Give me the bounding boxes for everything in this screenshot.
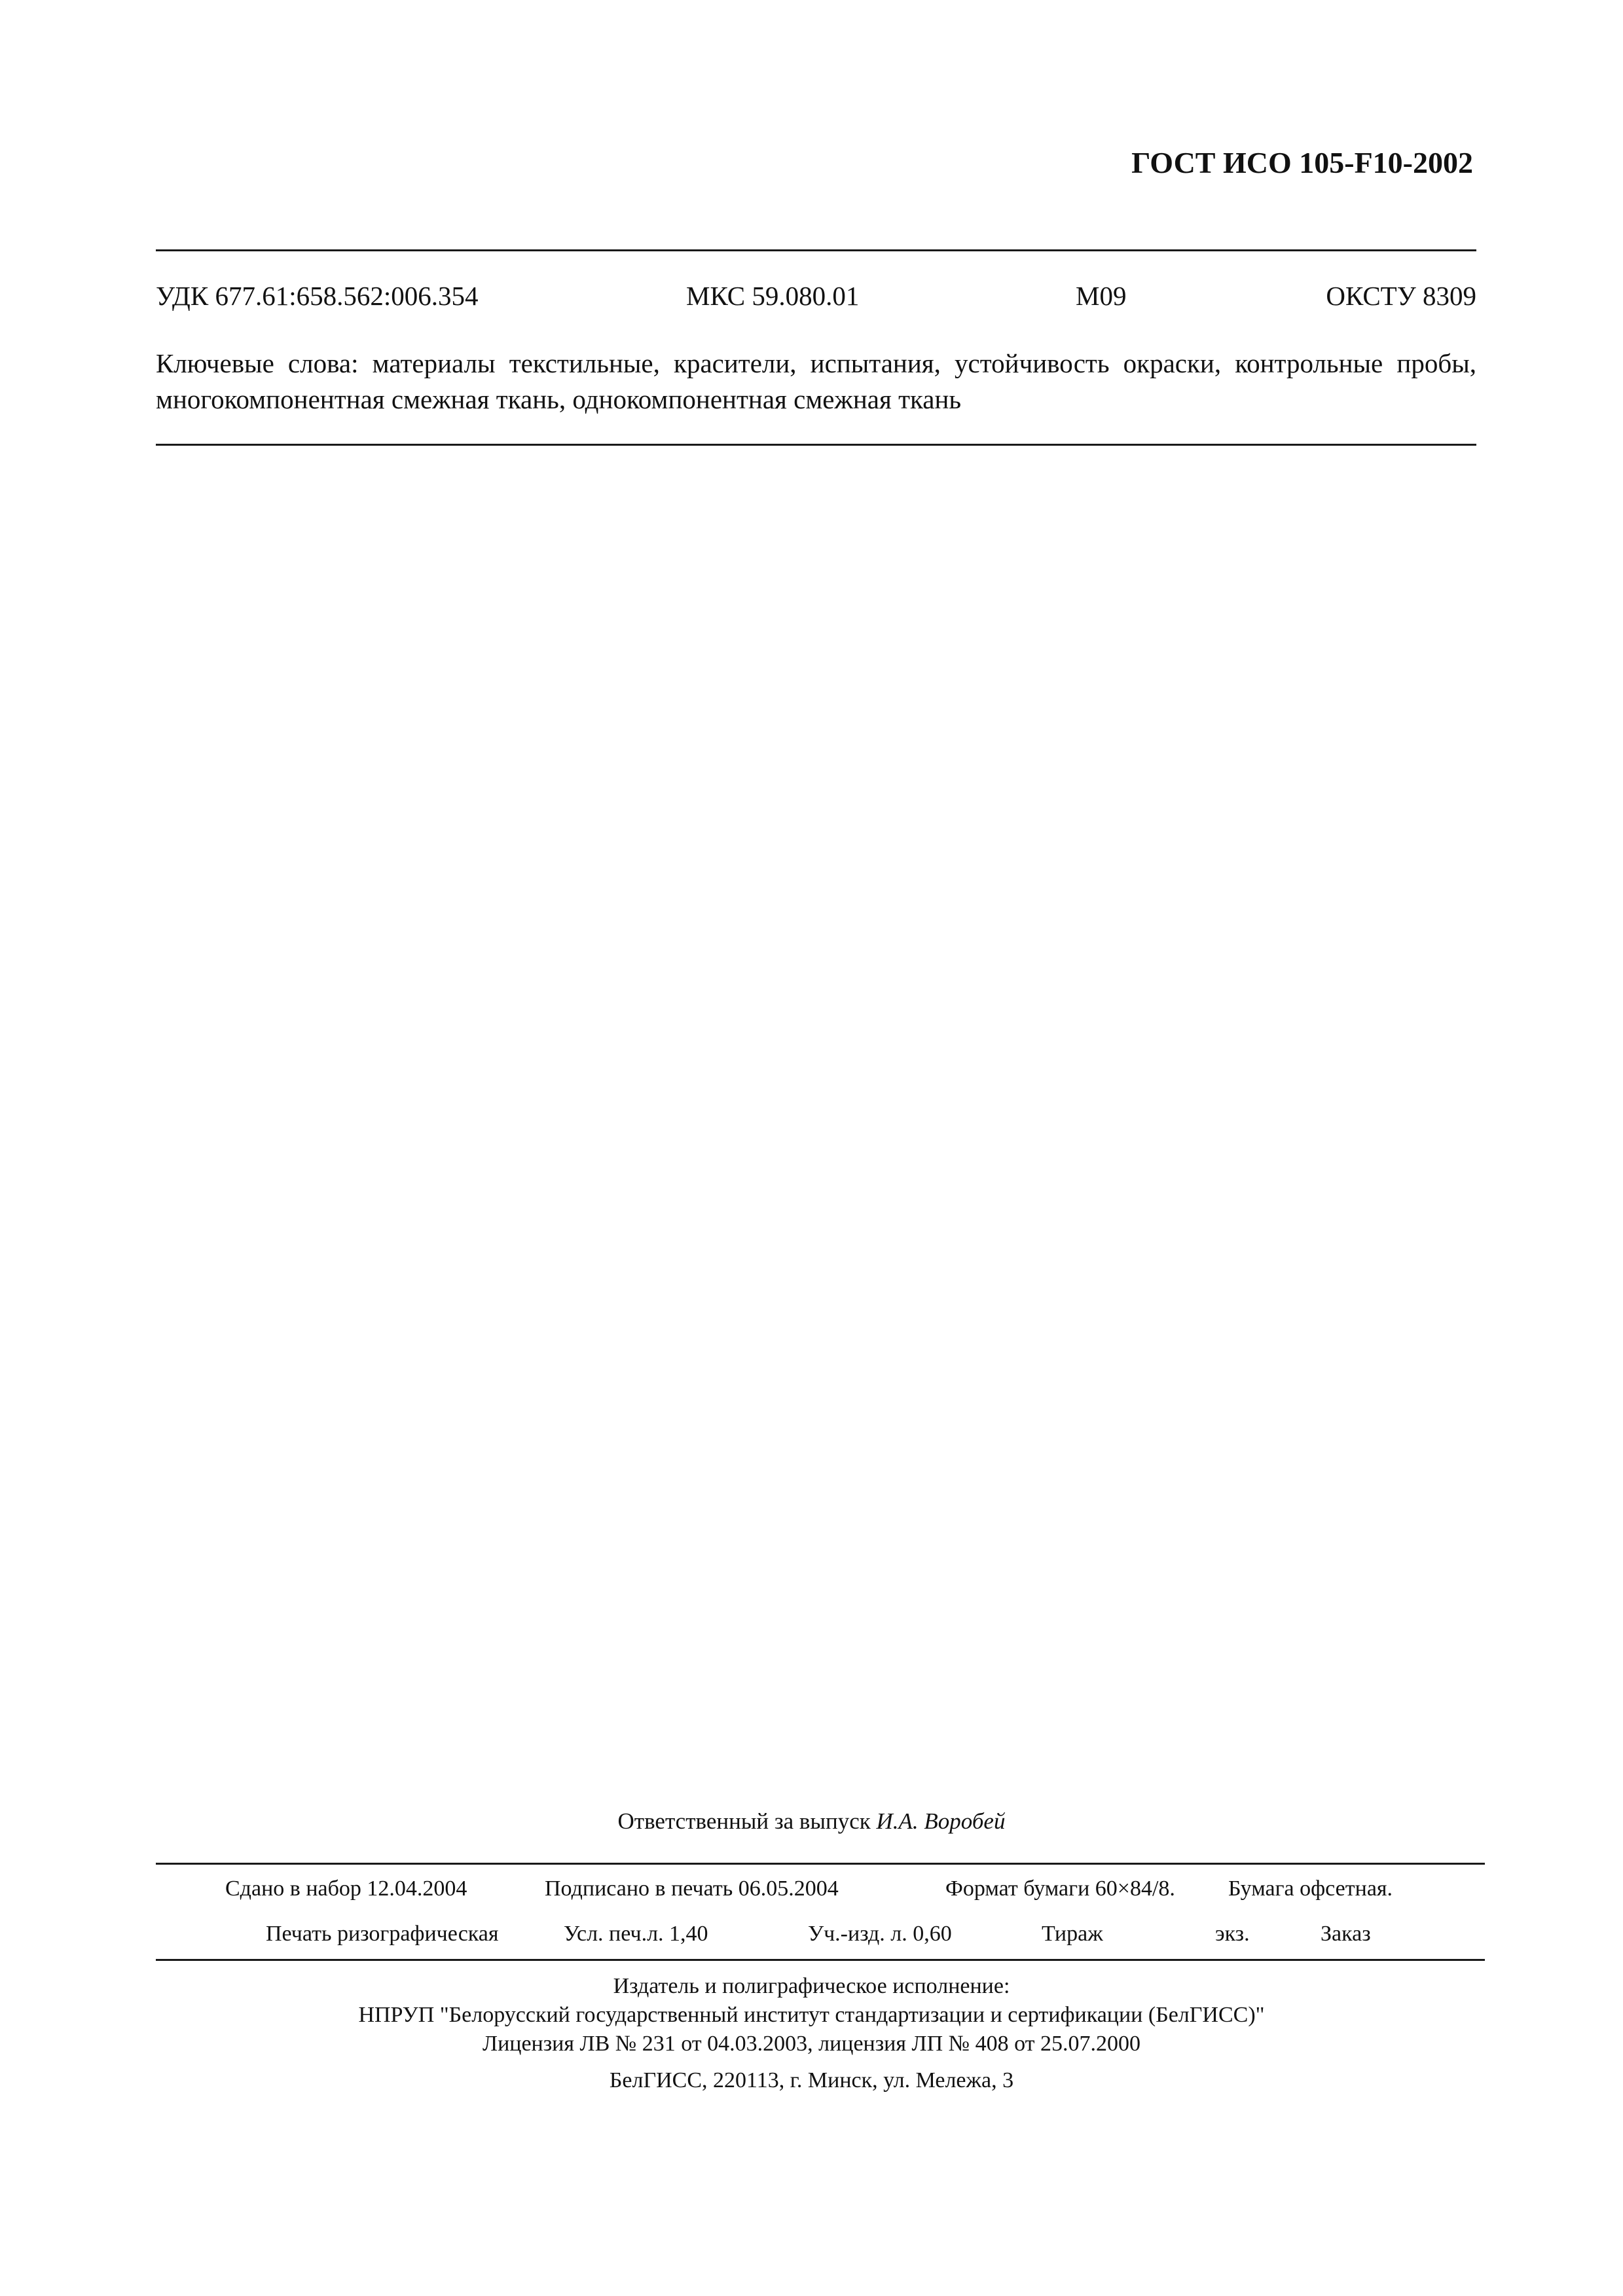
group-code: М09 <box>1076 281 1127 311</box>
signed-date: Подписано в печать 06.05.2004 <box>545 1876 839 1901</box>
print-sheets: Усл. печ.л. 1,40 <box>564 1922 708 1946</box>
circulation: Тираж <box>1042 1922 1103 1946</box>
udk-code: УДК 677.61:658.562:006.354 <box>156 281 479 311</box>
keywords-divider <box>156 444 1476 446</box>
keywords-text: материалы текстильные, красители, испытания, устойчивость окраски, контрольные пробы, многокомпонентная смежная ткань, однокомпонентная смежная ткань <box>156 348 1476 414</box>
publisher-license: Лицензия ЛВ № 231 от 04.03.2003, лицензия ЛП № 408 от 25.07.2000 <box>483 2032 1140 2056</box>
responsible-line <box>0 1808 1623 1835</box>
keywords <box>156 346 1476 418</box>
print-type: Печать ризографическая <box>266 1922 499 1946</box>
publisher-sheets: Уч.-изд. л. 0,60 <box>808 1922 952 1946</box>
imprint-top-divider <box>156 1863 1485 1865</box>
top-divider <box>156 249 1476 251</box>
paper-type: Бумага офсетная. <box>1228 1876 1393 1901</box>
typeset-date: Сдано в набор 12.04.2004 <box>225 1876 467 1901</box>
okstu-code: ОКСТУ 8309 <box>1326 281 1476 311</box>
publisher-heading: Издатель и полиграфическое исполнение: <box>613 1974 1010 1998</box>
responsible-label: Ответственный за выпуск <box>617 1808 871 1834</box>
imprint-bottom-divider <box>156 1959 1485 1961</box>
order-number: Заказ <box>1321 1922 1371 1946</box>
paper-format: Формат бумаги 60×84/8. <box>945 1876 1175 1901</box>
keywords-label: Ключевые слова: <box>156 348 359 378</box>
publisher-address: БелГИСС, 220113, г. Минск, ул. Мележа, 3 <box>609 2068 1014 2092</box>
responsible-name: И.А. Воробей <box>876 1808 1006 1834</box>
publisher-name: НПРУП "Белорусский государственный институт стандартизации и сертификации (БелГИСС)" <box>358 2003 1265 2027</box>
copies: экз. <box>1215 1922 1250 1946</box>
mks-code: МКС 59.080.01 <box>686 281 860 311</box>
document-code: ГОСТ ИСО 105-F10-2002 <box>1131 146 1473 179</box>
